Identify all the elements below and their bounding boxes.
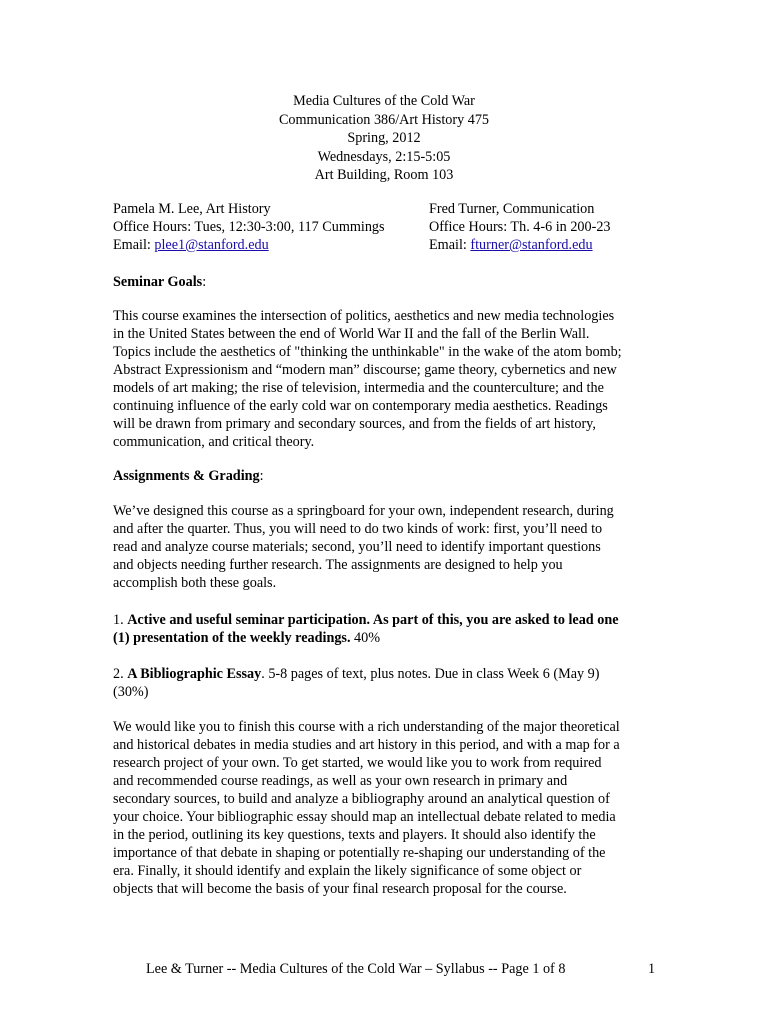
paragraph-line: in the United States between the end of World War II and the fall of the Berlin Wall. [113,326,590,342]
instructor-email-row [429,236,611,254]
paragraph-line: This course examines the intersection of politics, aesthetics and new media technologies [113,308,615,324]
email-label: Email: [113,237,155,253]
seminar-goals-body [113,307,658,451]
instructor-office-hours: Office Hours: Tues, 12:30-3:00, 117 Cummings [113,219,385,235]
section-heading: Assignments & Grading [113,468,260,484]
paragraph-line: We would like you to finish this course with a rich understanding of the major theoretical [113,719,620,735]
paragraph-line: will be drawn from primary and secondary sources, and from the fields of art history, [113,416,596,432]
footer-text: Lee & Turner -- Media Cultures of the Cold War – Syllabus -- Page 1 of 8 [146,961,566,977]
item-number: 1. [113,612,128,628]
paragraph-line: your choice. Your bibliographic essay should map an intellectual debate related to media [113,809,616,825]
instructor-office-hours: Office Hours: Th. 4-6 in 200-23 [429,219,611,235]
assignment-item-participation [113,611,658,647]
instructor-turner [429,200,611,254]
paragraph-line: accomplish both these goals. [113,575,277,591]
paragraph-line: continuing influence of the early cold war on contemporary media aesthetics. Readings [113,398,608,414]
instructor-name: Fred Turner, Communication [429,201,595,217]
paragraph-line: and historical debates in media studies and art history in this period, and with a map for a [113,737,620,753]
item-bold-text: (1) presentation of the weekly readings. [113,630,351,646]
item-bold-text: Active and useful seminar participation. As part of this, you are asked to lead one [127,612,619,628]
course-schedule: Wednesdays, 2:15-5:05 [317,148,451,165]
paragraph-line: models of art making; the rise of television, intermedia and the counterculture; and the [113,380,604,396]
paragraph-line: communication, and critical theory. [113,434,315,450]
heading-suffix: : [202,274,207,290]
page-number: 1 [648,961,656,977]
bibliographic-essay-description [113,718,658,898]
item-line [113,611,658,629]
assignment-item-bibliographic-essay [113,665,658,701]
paragraph-line: objects that will become the basis of your final research proposal for the course. [113,881,567,897]
paragraph-line: in the period, outlining its key questions, texts and players. It should also identify the [113,827,596,843]
item-detail-continued: (30%) [113,684,149,700]
paragraph-line: We’ve designed this course as a springboard for your own, independent research, during [113,503,614,519]
page-footer [0,960,768,980]
paragraph-line: and after the quarter. Thus, you will need to do two kinds of work: first, you’ll need to [113,521,603,537]
instructor-email-link[interactable]: plee1@stanford.edu [154,237,269,253]
paragraph-line: read and analyze course materials; second, you’ll need to identify important questions [113,539,601,555]
course-header [0,92,768,185]
course-numbers: Communication 386/Art History 475 [278,111,490,128]
item-number: 2. [113,666,128,682]
course-term: Spring, 2012 [347,130,421,146]
course-location: Art Building, Room 103 [314,167,454,183]
course-title: Media Cultures of the Cold War [293,93,475,109]
instructor-email-link[interactable]: fturner@stanford.edu [470,237,593,253]
paragraph-line: Abstract Expressionism and “modern man” discourse; game theory, cybernetics and new [113,362,617,378]
seminar-goals-heading [113,273,658,291]
instructor-name: Pamela M. Lee, Art History [113,201,271,217]
paragraph-line: era. Finally, it should identify and explain the likely significance of some object or [113,863,582,879]
paragraph-line: and objects needing further research. The assignments are designed to help you [113,557,563,573]
item-line [113,629,658,647]
assignments-heading [113,467,658,485]
instructor-lee [113,200,385,254]
paragraph-line: Topics include the aesthetics of "thinking the unthinkable" in the wake of the atom bomb; [113,344,622,360]
paragraph-line: importance of that debate in shaping or potentially re-shaping our understanding of the [113,845,606,861]
paragraph-line: secondary sources, to build and analyze a bibliography around an analytical question of [113,791,610,807]
paragraph-line: and recommended course readings, as well as your own research in primary and [113,773,568,789]
instructor-email-row [113,236,385,254]
assignments-intro [113,502,658,592]
email-label: Email: [429,237,471,253]
item-title: A Bibliographic Essay [127,666,262,682]
paragraph-line: research project of your own. To get started, we would like you to work from required [113,755,602,771]
item-weight: 40% [350,630,381,646]
heading-suffix: : [259,468,264,484]
item-detail: . 5-8 pages of text, plus notes. Due in class Week 6 (May 9) [261,666,600,682]
section-heading: Seminar Goals [113,274,203,290]
item-line [113,665,658,683]
